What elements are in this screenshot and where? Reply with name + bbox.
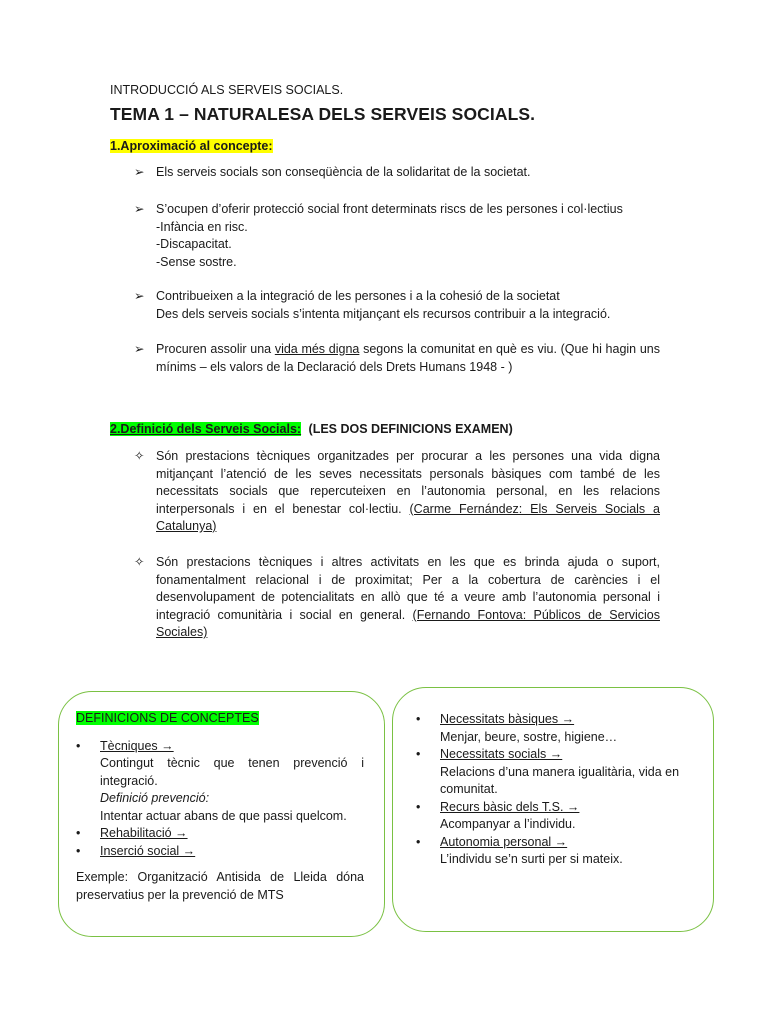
concept-label: Inserció social →	[100, 843, 196, 858]
section-2-heading	[110, 422, 513, 436]
document-title: TEMA 1 – NATURALESA DELS SERVEIS SOCIALS.	[110, 104, 536, 124]
list-item	[416, 746, 698, 799]
diamond-star-bullet-icon: ✧	[134, 449, 145, 463]
list-item	[134, 341, 660, 376]
concept-label: Autonomia personal →	[440, 834, 568, 849]
list-item-subline: -Infància en risc.	[156, 219, 248, 234]
concept-sub-description: Intentar actuar abans de que passi quelcom.	[100, 808, 347, 823]
underlined-phrase: vida més digna	[274, 342, 360, 356]
list-item-text: Contribueixen a la integració de les persones i a la cohesió de la societat	[156, 289, 560, 303]
concepts-heading-text: DEFINICIONS DE CONCEPTES	[76, 711, 259, 725]
list-item-text: segons la comunitat en què es viu. (Que hi hagin uns mínims – els valors de la Declaració dels Drets Humans 1948 - )	[156, 342, 660, 374]
list-item	[134, 201, 660, 271]
section-1-heading-text: 1.Aproximació al concepte:	[110, 139, 273, 153]
bullet-dot-icon: •	[76, 843, 81, 858]
concept-label: Recurs bàsic dels T.S. →	[440, 799, 580, 814]
arrow-bullet-icon: ➢	[134, 165, 145, 179]
list-item	[76, 825, 364, 843]
arrow-bullet-icon: ➢	[134, 202, 145, 216]
list-item-subline: Des dels serveis socials s’intenta mitjançant els recursos contribuir a la integració.	[156, 306, 611, 321]
list-item	[76, 843, 364, 861]
document-pre-title: INTRODUCCIÓ ALS SERVEIS SOCIALS.	[110, 83, 344, 97]
list-item	[134, 554, 660, 642]
list-item	[76, 738, 364, 826]
section-2-note: (LES DOS DEFINICIONS EXAMEN)	[308, 422, 513, 436]
concept-label: Necessitats bàsiques →	[440, 712, 575, 726]
bullet-dot-icon: •	[76, 826, 81, 840]
list-item	[416, 834, 698, 869]
definition-text: Són prestacions tècniques organitzades per procurar a les persones una vida digna mitjançant l’atenció de les seves necessitats personals bàsiques com també de les necessitats socials que repercuteixen en l’autonomia personal, en les relacions interpersonals i en el benestar col·lectiu.	[156, 449, 660, 516]
list-item-text: Els serveis socials son conseqüència de la solidaritat de la societat.	[156, 165, 531, 179]
concept-label: Rehabilitació →	[100, 826, 188, 840]
list-item-text: Procuren assolir una	[156, 342, 275, 356]
concept-sub-label: Definició prevenció:	[100, 791, 210, 805]
section-2-heading-text: 2.Definició dels Serveis Socials:	[110, 422, 302, 436]
concept-label: Necessitats socials →	[440, 747, 563, 761]
definition-source: (Carme Fernández: Els Serveis Socials a Catalunya)	[156, 501, 660, 533]
concepts-box-right	[392, 687, 714, 932]
bullet-dot-icon: •	[416, 712, 421, 726]
list-item	[416, 799, 698, 834]
bullet-dot-icon: •	[416, 747, 421, 761]
arrow-bullet-icon: ➢	[134, 289, 145, 303]
bullet-dot-icon: •	[76, 738, 81, 753]
concept-description: Acompanyar a l’individu.	[440, 817, 576, 831]
list-item-subline: -Sense sostre.	[156, 254, 237, 269]
concept-description: Menjar, beure, sostre, higiene…	[440, 729, 618, 744]
list-item	[134, 448, 660, 536]
list-item-subline: -Discapacitat.	[156, 237, 232, 251]
concepts-box-left	[58, 691, 385, 937]
list-item	[134, 164, 660, 182]
example-text: Exemple: Organització Antisida de Lleida dóna preservatius per la prevenció de MTS	[76, 870, 364, 902]
concept-description: L’individu se’n surti per si mateix.	[440, 852, 623, 866]
bullet-dot-icon: •	[416, 834, 421, 849]
concept-label: Tècniques →	[100, 738, 174, 753]
definition-source: (Fernando Fontova: Públicos de Servicios Sociales)	[156, 607, 660, 639]
list-item	[416, 711, 698, 746]
diamond-star-bullet-icon: ✧	[134, 555, 145, 569]
bullet-dot-icon: •	[416, 799, 421, 814]
section-1-heading	[110, 139, 273, 153]
definition-text: Són prestacions tècniques i altres activitats en les que es brinda ajuda o suport, fonamentalment relacional i de proximitat; Per a la cobertura de carències i el desenvolupament de potencialitats en allò que té a veure amb l’autonomia personal i integració comunitària i social en general.	[156, 555, 660, 622]
list-item-text: S’ocupen d’oferir protecció social front determinats riscs de les persones i col·lectius	[156, 202, 623, 216]
concepts-heading	[76, 710, 364, 728]
concept-description: Relacions d’una manera igualitària, vida en comunitat.	[440, 764, 680, 796]
concept-description: Contingut tècnic que tenen prevenció i integració.	[100, 756, 364, 788]
arrow-bullet-icon: ➢	[134, 342, 145, 356]
list-item	[134, 288, 660, 323]
